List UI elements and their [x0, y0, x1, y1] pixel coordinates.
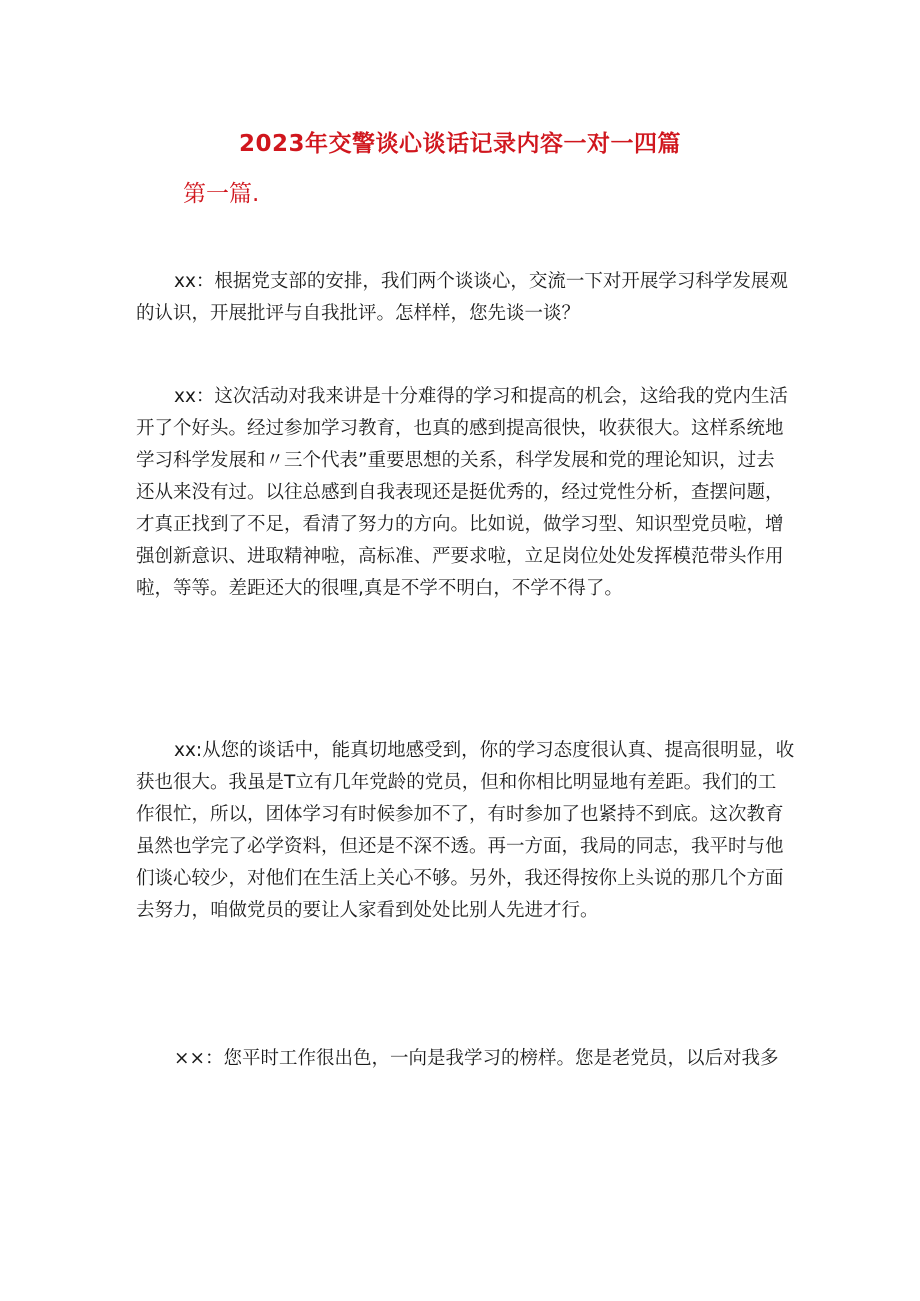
paragraph-line: 作很忙，所以，团体学习有时候参加不了，有时参加了也紧持不到底。这次教育 [136, 804, 784, 825]
paragraph-line: 去努力，咱做党员的要让人家看到处处比别人先进才行。 [136, 900, 599, 921]
paragraph-line: 获也很大。我虽是T立有几年党龄的党员，但和你相比明显地有差距。我们的工 [136, 772, 777, 793]
paragraph-line: 虽然也学完了必学资料，但还是不深不透。再一方面，我局的同志，我平时与他 [136, 836, 784, 857]
paragraph-1 [136, 266, 816, 330]
paragraph-line: 开了个好头。经过参加学习教育，也真的感到提高很快，收获很大。这样系统地 [136, 418, 784, 439]
paragraph-3 [136, 735, 816, 927]
paragraph-line: ××：您平时工作很出色，一向是我学习的榜样。您是老党员，以后对我多 [174, 1048, 779, 1069]
paragraph-line: 的认识，开展批评与自我批评。怎样样，您先谈一谈？ [136, 303, 581, 324]
paragraph-line: 啦，等等。差距还大的很哩,真是不学不明白，不学不得了。 [136, 578, 623, 599]
paragraph-line: xx:从您的谈话中，能真切地感受到，你的学习态度很认真、提高很明显，收 [174, 740, 795, 761]
paragraph-line: xx：根据党支部的安排，我们两个谈谈心，交流一下对开展学习科学发展观 [174, 271, 788, 292]
paragraph-line: 强创新意识、进取精神啦，高标准、严要求啦，立足岗位处处发挥模范带头作用 [136, 546, 784, 567]
paragraph-line: 才真正找到了不足，看清了努力的方向。比如说，做学习型、知识型党员啦，增 [136, 514, 784, 535]
paragraph-4 [136, 1043, 816, 1075]
paragraph-line: 学习科学发展和〃三个代表”重要思想的关系，科学发展和党的理论知识，过去 [136, 450, 775, 471]
paragraph-line: 还从来没有过。以往总感到自我表现还是挺优秀的，经过党性分析，查摆问题， [136, 482, 784, 503]
paragraph-2 [136, 381, 816, 605]
paragraph-line: xx：这次活动对我来讲是十分难得的学习和提高的机会，这给我的党内生活 [174, 386, 788, 407]
document-title: 2023年交警谈心谈话记录内容一对一四篇 [238, 131, 681, 157]
section-heading: 第一篇. [183, 181, 260, 207]
paragraph-line: 们谈心较少，对他们在生活上关心不够。另外，我还得按你上头说的那几个方面 [136, 868, 784, 889]
